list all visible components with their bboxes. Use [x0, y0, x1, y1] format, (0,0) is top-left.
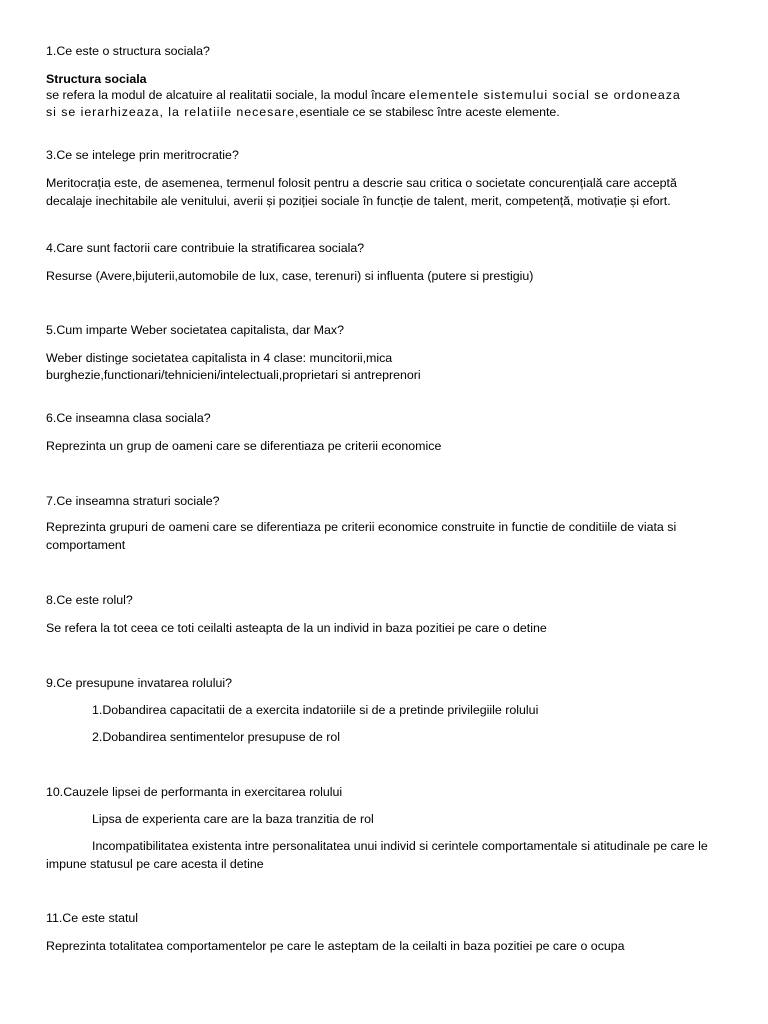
question-10: 10.Cauzele lipsei de performanta in exercitarea rolului — [46, 785, 343, 799]
answer-5-line-1: Weber distinge societatea capitalista in 4 clase: muncitorii,mica — [46, 351, 393, 365]
answer-1-line-1-part-b: elementele sistemului social se ordoneaza — [408, 88, 681, 102]
answer-1-line-2 — [46, 103, 716, 121]
question-9: 9.Ce presupune invatarea rolului? — [46, 676, 232, 690]
answer-10-cause-2: Incompatibilitatea existenta intre personalitatea unui individ si cerintele comportamentale si atitudinale pe care le impune statusul pe care acesta il detine — [46, 839, 708, 871]
question-11: 11.Ce este statul — [46, 911, 139, 925]
question-4: 4.Care sunt factorii care contribuie la stratificarea sociala? — [46, 241, 365, 255]
question-3: 3.Ce se intelege prin meritrocratie? — [46, 148, 239, 162]
question-5: 5.Cum imparte Weber societatea capitalista, dar Max? — [46, 323, 344, 337]
answer-1-line-1-part-a: se refera la modul de alcatuire al realitatii sociale, la modul încare — [46, 88, 409, 102]
answer-9-item-2: 2.Dobandirea sentimentelor presupuse de rol — [92, 730, 340, 744]
answer-8: Se refera la tot ceea ce toti ceilalti asteapta de la un individ in baza pozitiei pe care o detine — [46, 621, 547, 635]
question-7: 7.Ce inseamna straturi sociale? — [46, 494, 220, 508]
answer-9-item-1: 1.Dobandirea capacitatii de a exercita indatoriile si de a pretinde privilegiile rolului — [92, 703, 539, 717]
answer-5-line-2: burghezie,functionari/tehnicieni/intelectuali,proprietari si antreprenori — [46, 368, 421, 382]
question-6: 6.Ce inseamna clasa sociala? — [46, 411, 211, 425]
answer-1-line-2-part-a: si se ierarhizeaza, la relatiile necesare, — [46, 105, 300, 119]
question-8: 8.Ce este rolul? — [46, 593, 133, 607]
answer-11: Reprezinta totalitatea comportamentelor pe care le asteptam de la ceilalti in baza pozitiei pe care o ocupa — [46, 939, 625, 953]
answer-1-line-2-part-b: esentiale ce se stabilesc între aceste elemente. — [299, 105, 560, 119]
question-1: 1.Ce este o structura sociala? — [46, 44, 210, 58]
answer-4: Resurse (Avere,bijuterii,automobile de lux, case, terenuri) si influenta (putere si prestigiu) — [46, 269, 534, 283]
answer-7: Reprezinta grupuri de oameni care se diferentiaza pe criterii economice construite in functie de conditiile de viata si comportament — [46, 520, 677, 552]
answer-6: Reprezinta un grup de oameni care se diferentiaza pe criterii economice — [46, 439, 442, 453]
answer-10-cause-1: Lipsa de experienta care are la baza tranzitia de rol — [92, 812, 374, 826]
answer-1-line-1 — [46, 86, 716, 104]
answer-1-heading: Structura sociala — [46, 72, 147, 86]
answer-3: Meritocrația este, de asemenea, termenul folosit pentru a descrie sau critica o societate concurențială care acceptă decalaje inechitabile ale venitului, averii și poziției sociale în funcție de talent, merit, competență, motivație și efort. — [46, 176, 677, 208]
